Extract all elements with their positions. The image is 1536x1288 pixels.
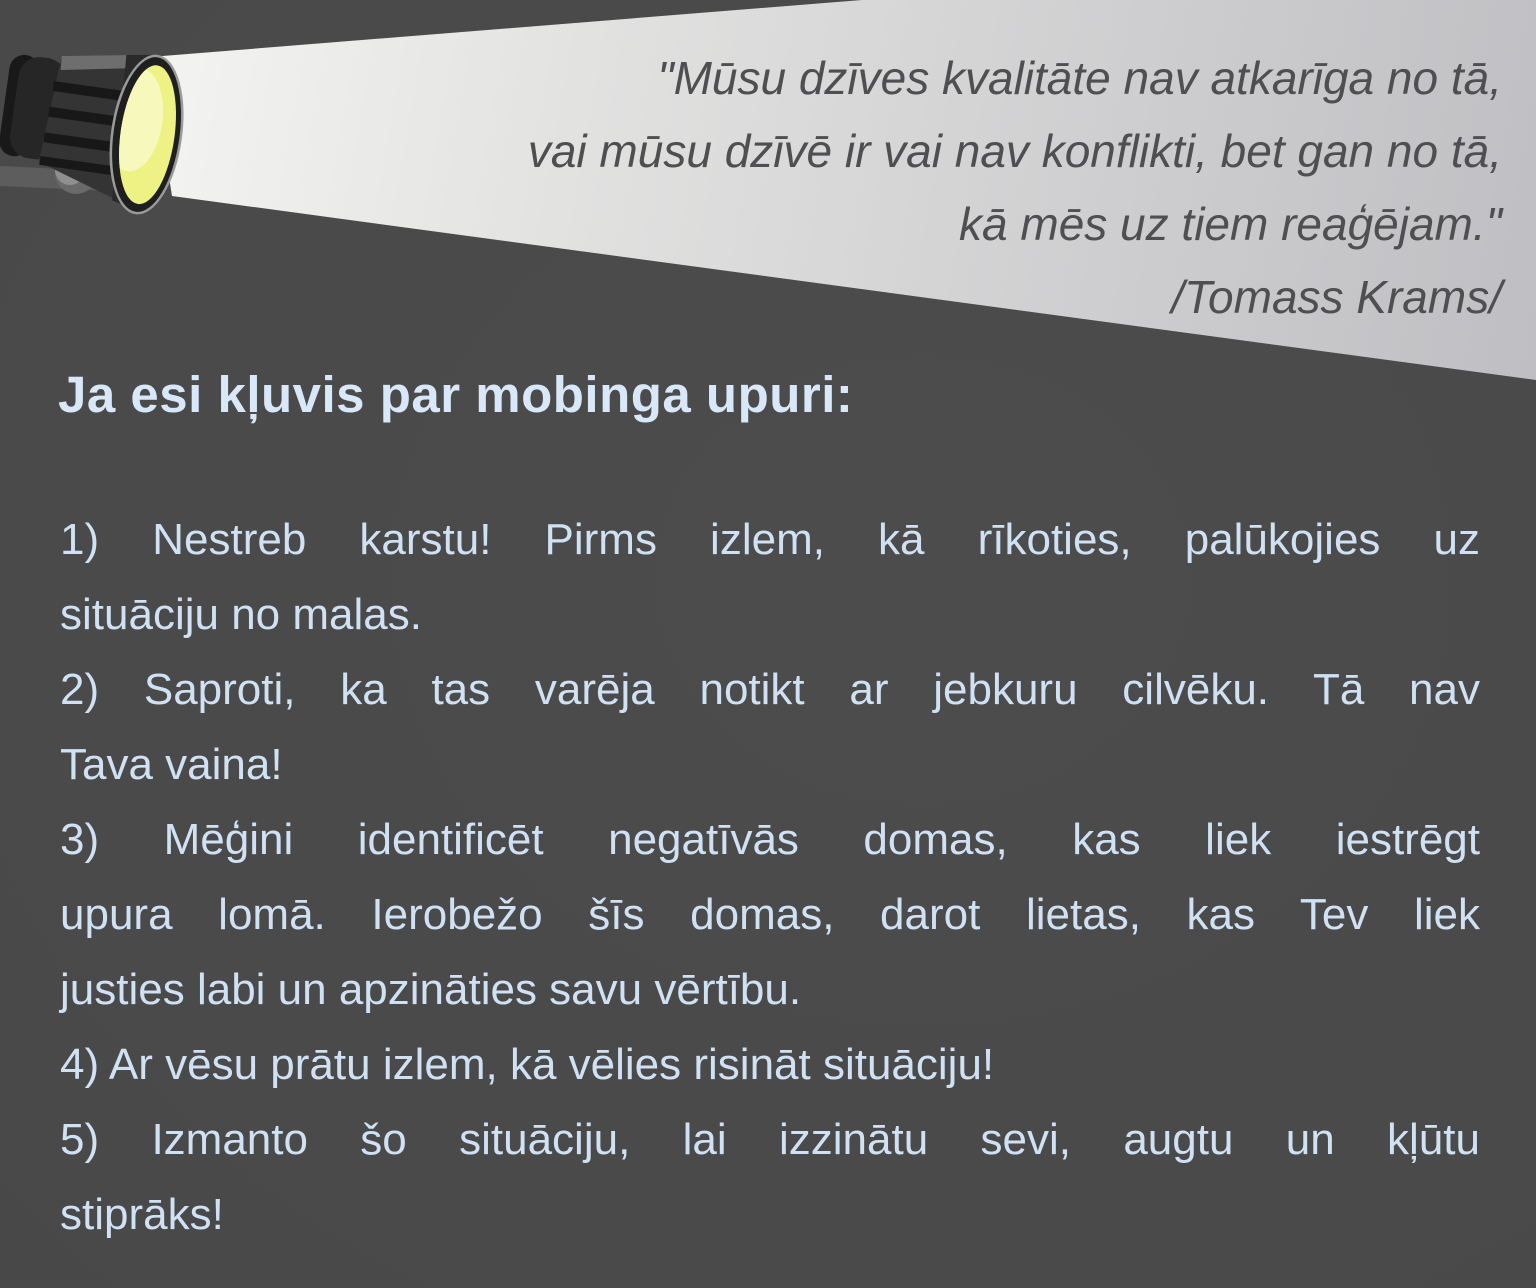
advice-item-5-line-2: stiprāks! bbox=[60, 1190, 224, 1239]
advice-item-1-line-2: situāciju no malas. bbox=[60, 590, 422, 639]
page-title: Ja esi kļuvis par mobinga upuri: bbox=[58, 366, 854, 423]
advice-item-2-line-2: Tava vaina! bbox=[60, 740, 283, 789]
advice-item-5-line-1: 5) Izmanto šo situāciju, lai izzinātu sevi, augtu un kļūtu bbox=[60, 1115, 1480, 1164]
advice-item-3-line-2: upura lomā. Ierobežo šīs domas, darot lietas, kas Tev liek bbox=[60, 890, 1480, 939]
advice-item-1-line-1: 1) Nestreb karstu! Pirms izlem, kā rīkoties, palūkojies uz bbox=[60, 515, 1480, 564]
quote-author: /Tomass Krams/ bbox=[1171, 271, 1502, 323]
advice-item-3-line-1: 3) Mēģini identificēt negatīvās domas, kas liek iestrēgt bbox=[60, 815, 1480, 864]
advice-item-3-line-3: justies labi un apzināties savu vērtību. bbox=[60, 965, 802, 1014]
spotlight-lamp-icon bbox=[0, 0, 270, 250]
advice-list bbox=[60, 502, 1480, 1252]
quote-line-1: "Mūsu dzīves kvalitāte nav atkarīga no tā, bbox=[657, 52, 1502, 104]
quote-block bbox=[302, 42, 1502, 334]
advice-item-4-line-1: 4) Ar vēsu prātu izlem, kā vēlies risināt situāciju! bbox=[60, 1040, 995, 1089]
quote-line-3: kā mēs uz tiem reaģējam." bbox=[959, 198, 1502, 250]
advice-item-2-line-1: 2) Saproti, ka tas varēja notikt ar jebkuru cilvēku. Tā nav bbox=[60, 665, 1480, 714]
quote-line-2: vai mūsu dzīvē ir vai nav konflikti, bet gan no tā, bbox=[527, 125, 1502, 177]
